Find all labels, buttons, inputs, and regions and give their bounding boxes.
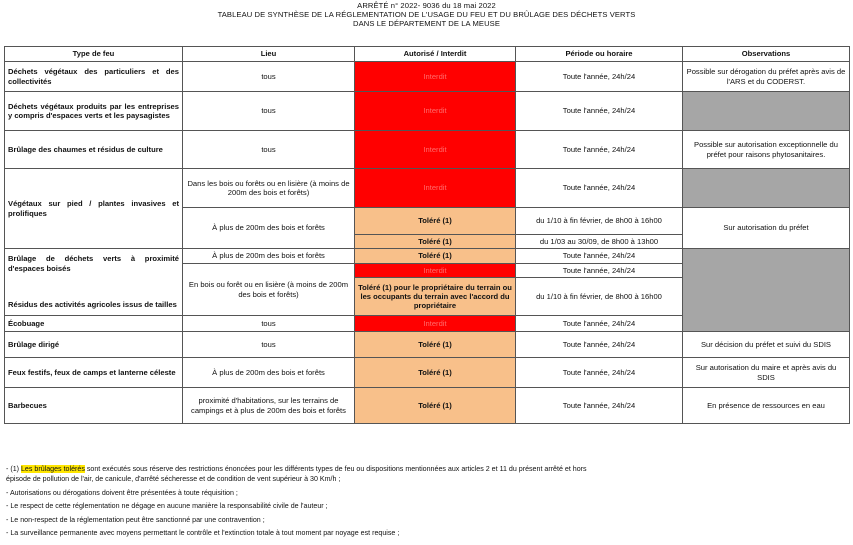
periode-cell: du 1/03 au 30/09, de 8h00 à 13h00 [516,235,683,249]
lieu-cell: Dans les bois ou forêts ou en lisière (à moins de 200m des bois et forêts) [183,169,355,208]
table-header-row [5,47,850,62]
lieu-cell: En bois ou forêt ou en lisière (à moins de 200m des bois et forêts) [183,264,355,316]
footnotes [6,463,851,540]
periode-cell: Toute l'année, 24h/24 [516,169,683,208]
status-cell-tolere: Toléré (1) pour le propriétaire du terrain ou les occupants du terrain avec l'accord du propriétaire [355,278,516,316]
table-row [5,131,850,169]
table-row [5,358,850,388]
observation-cell: Sur autorisation du préfet [683,208,850,249]
footnote-marker: - (1) [6,465,21,473]
footnote-item: - Autorisations ou dérogations doivent être présentées à toute réquisition ; [6,489,238,498]
observation-cell-empty [683,92,850,131]
lieu-cell: tous [183,131,355,169]
lieu-cell: proximité d'habitations, sur les terrains de campings et à plus de 200m des bois et forêts [183,388,355,424]
periode-cell: Toute l'année, 24h/24 [516,388,683,424]
decree-reference: ARRÊTÉ n° 2022- 9036 du 18 mai 2022 [357,1,496,10]
periode-cell: Toute l'année, 24h/24 [516,332,683,358]
highlighted-text: Les brûlages tolérés [20,465,85,473]
observation-cell-empty [683,169,850,208]
lieu-cell: tous [183,92,355,131]
type-cell-group [5,249,183,316]
type-cell: Écobuage [5,316,183,332]
observation-cell: Sur décision du préfet et suivi du SDIS [683,332,850,358]
type-cell: Brûlage dirigé [5,332,183,358]
lieu-cell: tous [183,62,355,92]
column-header-periode: Période ou horaire [516,47,683,62]
document-header [0,0,853,28]
type-cell: Végétaux sur pied / plantes invasives et prolifiques [5,169,183,249]
footnote-item: - Le non-respect de la réglementation peut être sanctionné par une contravention ; [6,515,265,524]
lieu-cell: À plus de 200m des bois et forêts [183,208,355,249]
status-cell-interdit: Interdit [355,131,516,169]
periode-cell: Toute l'année, 24h/24 [516,131,683,169]
footnote-item: - La surveillance permanente avec moyens permettant le contrôle et l'extinction totale à tout moment par noyage est requise ; [6,528,400,537]
observation-cell: Possible sur dérogation du préfet après avis de l'ARS et du CODERST. [683,62,850,92]
status-cell-tolere: Toléré (1) [355,388,516,424]
periode-cell: Toute l'année, 24h/24 [516,264,683,278]
table-row [5,169,850,208]
status-cell-tolere: Toléré (1) [355,208,516,235]
footnote-item: - Le respect de cette réglementation ne dégage en aucune manière la responsabilité civile de l'auteur ; [6,502,328,511]
periode-cell: Toute l'année, 24h/24 [516,316,683,332]
status-cell-tolere: Toléré (1) [355,332,516,358]
lieu-cell: À plus de 200m des bois et forêts [183,358,355,388]
status-cell-interdit: Interdit [355,92,516,131]
type-cell: Déchets végétaux produits par les entreprises y compris d'espaces verts et les paysagistes [5,92,183,131]
column-header-observations: Observations [683,47,850,62]
document-subtitle: DANS LE DÉPARTEMENT DE LA MEUSE [353,19,500,28]
status-cell-interdit: Interdit [355,264,516,278]
status-cell-interdit: Interdit [355,62,516,92]
status-cell-tolere: Toléré (1) [355,235,516,249]
type-cell: Résidus des activités agricoles issus de tailles [8,300,177,310]
lieu-cell: tous [183,316,355,332]
type-cell: Brûlage de déchets verts à proximité d'espaces boisés [8,254,179,273]
periode-cell: Toute l'année, 24h/24 [516,62,683,92]
footnote-continuation: épisode de pollution de l'air, de canicule, d'arrêté sécheresse et de condition de vent supérieur à 30 Km/h ; [6,475,341,484]
column-header-lieu: Lieu [183,47,355,62]
lieu-cell: À plus de 200m des bois et forêts [183,249,355,264]
periode-cell: Toute l'année, 24h/24 [516,358,683,388]
table-row [5,388,850,424]
type-cell: Déchets végétaux des particuliers et des collectivités [5,62,183,92]
table-row [5,92,850,131]
type-cell: Feux festifs, feux de camps et lanterne céleste [5,358,183,388]
column-header-statut: Autorisé / Interdit [355,47,516,62]
observation-cell-empty [683,249,850,332]
periode-cell: du 1/10 à fin février, de 8h00 à 16h00 [516,208,683,235]
status-cell-tolere: Toléré (1) [355,358,516,388]
status-cell-interdit: Interdit [355,169,516,208]
regulation-table [4,46,850,424]
observation-cell: En présence de ressources en eau [683,388,850,424]
footnote-text: sont exécutés sous réserve des restrictions énoncées pour les différents types de feu ou dispositions mentionnées aux articles 2 et 11 du présent arrêté et hors [84,465,587,473]
table-row [5,249,850,264]
status-cell-tolere: Toléré (1) [355,249,516,264]
observation-cell: Possible sur autorisation exceptionnelle du préfet pour raisons phytosanitaires. [683,131,850,169]
periode-cell: du 1/10 à fin février, de 8h00 à 16h00 [516,278,683,316]
lieu-cell: tous [183,332,355,358]
periode-cell: Toute l'année, 24h/24 [516,249,683,264]
periode-cell: Toute l'année, 24h/24 [516,92,683,131]
table-row [5,62,850,92]
document-title: TABLEAU DE SYNTHÈSE DE LA RÉGLEMENTATION DE L'USAGE DU FEU ET DU BRÛLAGE DES DÉCHETS VERTS [217,10,636,19]
observation-cell: Sur autorisation du maire et après avis du SDIS [683,358,850,388]
table-row [5,332,850,358]
column-header-type: Type de feu [5,47,183,62]
type-cell: Brûlage des chaumes et résidus de culture [5,131,183,169]
type-cell: Barbecues [5,388,183,424]
status-cell-interdit: Interdit [355,316,516,332]
